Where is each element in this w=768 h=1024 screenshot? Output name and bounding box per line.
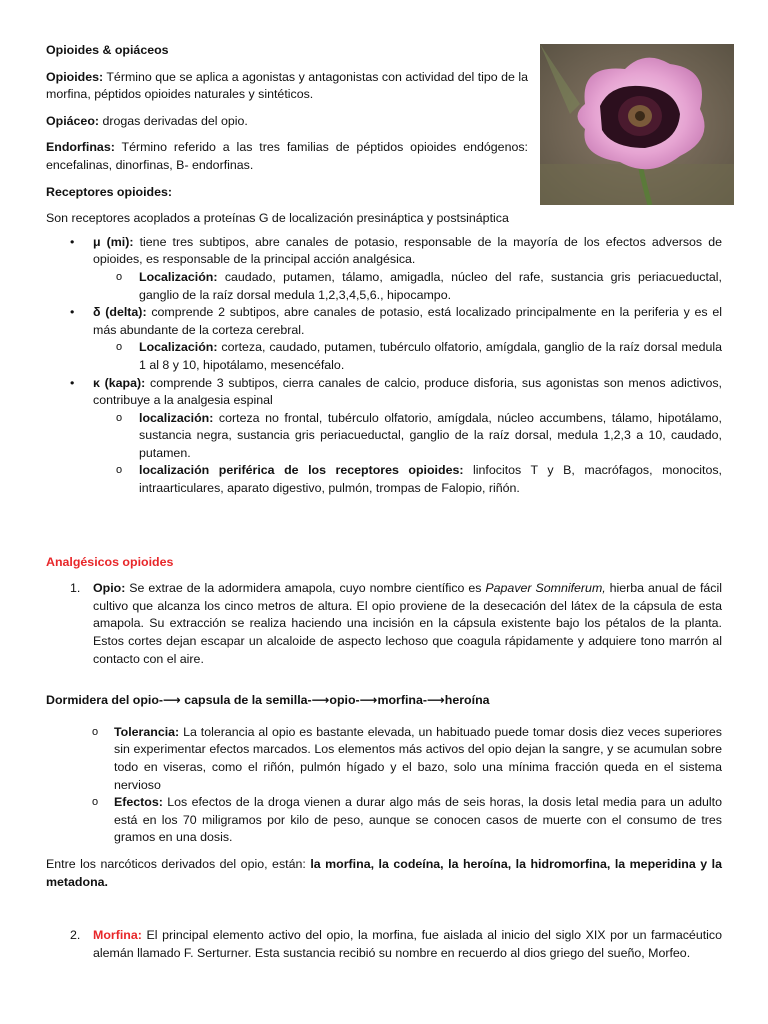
- opio-chain: Dormidera del opio-⟶ capsula de la semilla-⟶opio-⟶morfina-⟶heroína: [46, 693, 490, 708]
- bullet-icon: •: [70, 305, 75, 320]
- sub-bullet-icon: o: [116, 411, 123, 424]
- opio-efectos: o Efectos: Los efectos de la droga vienen a durar algo más de seis horas, la dosis letal media para un adulto está en los 70 miligramos por kilo de peso, aunque se conocen casos de muerte con el consumo de tres gramos en una dosis.: [92, 795, 722, 845]
- analgesicos-list-1: [46, 580, 722, 668]
- analgesicos-list-2: [46, 927, 722, 962]
- receptor-kapa-localizacion-periferica: o localización periférica de los receptores opioides: linfocitos T y B, macrófagos, monocitos, intraarticulares, aparato digestivo, pulmón, trompas de Falopio, riñón.: [116, 463, 722, 496]
- item-opio: 1. Opio: Se extrae de la adormidera amapola, cuyo nombre científico es Papaver Somniferum, hierba anual de fácil cultivo que alcanza los cinco metros de altura. El opio proviene de la desecación del látex de la cápsula de esta amapola. Su extracción se realiza haciendo una incisión en la cápsula existente bajo los pétalos de la planta. Estos cortes dejan escapar un alcaloide de aspecto lechoso que coagula rápidamente y adquiere tono marrón al contacto con el aire.: [70, 581, 722, 666]
- receptor-mu-localizacion: o Localización: caudado, putamen, tálamo, amigadla, núcleo del rafe, sustancia gris periacueductal, ganglio de la raíz dorsal medula 1,2,3,4,5,6., hipocampo.: [116, 269, 722, 302]
- item-morfina: 2. Morfina: El principal elemento activo del opio, la morfina, fue aislada al inicio del siglo XIX por un farmacéutico alemán llamado F. Serturner. Esta sustancia recibió su nombre en recuerdo al dios griego del sueño, Morfeo.: [70, 928, 722, 960]
- bullet-icon: •: [70, 234, 75, 249]
- narcoticos-paragraph: Entre los narcóticos derivados del opio, están: la morfina, la codeína, la heroína, la hidromorfina, la meperidina y la metadona.: [46, 856, 722, 889]
- bullet-icon: •: [70, 375, 75, 390]
- receptor-delta-localizacion: o Localización: corteza, caudado, putamen, tubérculo olfatorio, amígdala, ganglio de la raíz dorsal medula 1 al 8 y 10, hipotálamo, mesencéfalo.: [116, 340, 722, 372]
- receptor-delta: • δ (delta): comprende 2 subtipos, abre canales de potasio, está localizado principalmente en la periferia y es el más abundante de la corteza cerebral. o Localización: corteza, caudado, putamen, tubérculo olfatorio, amígdala, ganglio de la raíz dorsal medula 1 al 8 y 10, hipotálamo, mesencéfalo.: [46, 304, 722, 374]
- sub-bullet-icon: o: [116, 464, 123, 477]
- receptores-intro: Son receptores acoplados a proteínas G de localización presináptica y postsináptica: [46, 211, 509, 226]
- sub-bullet-icon: o: [116, 341, 123, 354]
- definition-opiaceo: Opiáceo: drogas derivadas del opio.: [46, 113, 248, 128]
- sub-bullet-icon: o: [92, 796, 99, 809]
- document-body: [46, 42, 722, 962]
- sub-bullet-icon: o: [92, 725, 99, 738]
- opio-tolerancia: o Tolerancia: La tolerancia al opio es bastante elevada, un habituado puede tomar dosis diez veces superiores sin experimentar efectos marcados. Los elementos más activos del opio dejan la sangre, y se acumulan sobre todo en viseras, como el riñón, pulmón hígado y el bazo, solo una mínima fracción queda en el sistema nervioso: [92, 724, 722, 792]
- analgesicos-heading: Analgésicos opioides: [46, 554, 174, 569]
- definition-opioides: Opioides: Término que se aplica a agonistas y antagonistas con actividad del tipo de la morfina, péptidos opioides naturales y sintéticos.: [46, 69, 528, 102]
- opio-sub-list: [46, 724, 722, 847]
- sub-bullet-icon: o: [116, 270, 123, 283]
- receptor-list: [46, 234, 722, 498]
- receptores-heading: Receptores opioides:: [46, 184, 172, 199]
- page-title: Opioides & opiáceos: [46, 43, 169, 57]
- receptor-mu: • μ (mi): tiene tres subtipos, abre canales de potasio, responsable de la mayoría de los efectos adversos de opioides, es responsable de la principal acción analgésica. o Localización: caudado, putamen, tálamo, amigadla, núcleo del rafe, sustancia gris periacueductal, ganglio de la raíz dorsal medula 1,2,3,4,5,6., hipocampo.: [46, 234, 722, 304]
- receptor-kapa: • κ (kapa): comprende 3 subtipos, cierra canales de calcio, produce disforia, sus agonistas son menos adictivos, contribuye a la analgesia espinal o localización: corteza no frontal, tubérculo olfatorio, amígdala, núcleo accumbens, tálamo, hipotálamo, sustancia negra, sustancia gris periacueductal, ganglio de la raíz dorsal, medula 1,2,3 a 10, caudado, putamen. o localización periférica de los receptores opioides: linfocitos T y B, macrófagos, monocitos, intraarticulares, aparato digestivo, pulmón, trompas de Falopio, riñón.: [46, 375, 722, 498]
- definition-endorfinas: Endorfinas: Término referido a las tres familias de péptidos opioides endógenos: encefalinas, dinorfinas, B- endorfinas.: [46, 140, 528, 172]
- receptor-kapa-localizacion: o localización: corteza no frontal, tubérculo olfatorio, amígdala, núcleo accumbens, tálamo, hipotálamo, sustancia negra, sustancia gris periacueductal, ganglio de la raíz dorsal, medula 1,2,3 a 10, caudado, putamen.: [116, 410, 722, 460]
